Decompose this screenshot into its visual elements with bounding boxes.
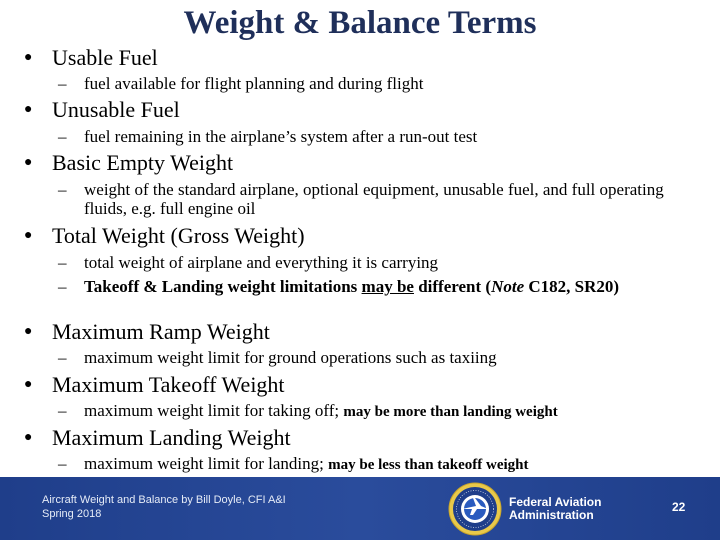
detail-total-weight-2	[58, 277, 678, 296]
footer-credit	[42, 493, 286, 521]
slide-title: Weight & Balance Terms	[183, 5, 537, 41]
detail-text: fuel available for flight planning and during flight	[84, 74, 424, 93]
term-label: Usable Fuel	[52, 45, 158, 70]
dash-icon: –	[58, 74, 67, 93]
detail-text: total weight of airplane and everything it is carrying	[84, 253, 439, 272]
detail-text	[84, 454, 678, 475]
detail-text	[84, 401, 678, 422]
bullet-icon: ●	[24, 49, 33, 65]
agency-line: Federal Aviation	[509, 495, 602, 509]
detail-part: Takeoff & Landing weight limitations	[84, 277, 362, 296]
bullet-icon: ●	[24, 429, 33, 445]
term-maximum-ramp-weight	[24, 319, 270, 347]
credit-line: Aircraft Weight and Balance by Bill Doyle, CFI A&I	[42, 494, 286, 506]
dash-icon: –	[58, 127, 67, 146]
detail-emphasis: may be more than landing weight	[343, 404, 558, 420]
bullet-icon: ●	[24, 323, 33, 339]
dash-icon: –	[58, 348, 67, 367]
agency-name	[509, 496, 601, 522]
term-maximum-takeoff-weight	[24, 372, 285, 400]
detail-part: different (	[413, 277, 492, 296]
bullet-icon: ●	[24, 101, 33, 117]
dash-icon: –	[58, 454, 67, 473]
detail-maximum-ramp-weight	[58, 348, 678, 367]
term-basic-empty-weight	[24, 150, 233, 178]
detail-text: maximum weight limit for ground operations such as taxiing	[84, 348, 497, 367]
detail-text: fuel remaining in the airplane’s system after a run-out test	[84, 127, 478, 146]
term-label: Maximum Ramp Weight	[52, 319, 270, 344]
faa-seal-icon	[448, 482, 502, 536]
detail-total-weight-1	[58, 253, 678, 272]
detail-part: maximum weight limit for taking off;	[84, 401, 344, 420]
term-label: Maximum Landing Weight	[52, 425, 291, 450]
detail-text: weight of the standard airplane, optional equipment, unusable fuel, and full operating fluids, e.g. full engine oil	[84, 180, 664, 218]
term-maximum-landing-weight	[24, 425, 291, 453]
detail-underlined: may be	[361, 277, 414, 296]
term-unusable-fuel	[24, 97, 180, 125]
page-number: 22	[672, 500, 686, 514]
term-label: Total Weight (Gross Weight)	[52, 223, 305, 248]
credit-line: Spring 2018	[42, 508, 102, 520]
term-label: Basic Empty Weight	[52, 150, 234, 175]
footer-bar	[0, 477, 720, 540]
term-total-weight	[24, 223, 305, 251]
bullet-icon: ●	[24, 154, 33, 170]
detail-text	[84, 277, 678, 296]
detail-usable-fuel	[58, 74, 678, 93]
detail-italic: Note	[491, 277, 525, 296]
dash-icon: –	[58, 180, 67, 199]
term-usable-fuel	[24, 45, 158, 73]
detail-unusable-fuel	[58, 127, 678, 146]
bullet-icon: ●	[24, 376, 33, 392]
term-label: Maximum Takeoff Weight	[52, 372, 285, 397]
bullet-icon: ●	[24, 227, 33, 243]
dash-icon: –	[58, 401, 67, 420]
detail-part: maximum weight limit for landing;	[84, 454, 329, 473]
detail-maximum-landing-weight	[58, 454, 678, 475]
detail-emphasis: may be less than takeoff weight	[328, 457, 529, 473]
detail-part: C182, SR20)	[524, 277, 620, 296]
agency-line: Administration	[509, 508, 594, 522]
term-label: Unusable Fuel	[52, 97, 180, 122]
detail-maximum-takeoff-weight	[58, 401, 678, 422]
dash-icon: –	[58, 277, 67, 296]
detail-basic-empty-weight	[58, 180, 678, 218]
dash-icon: –	[58, 253, 67, 272]
